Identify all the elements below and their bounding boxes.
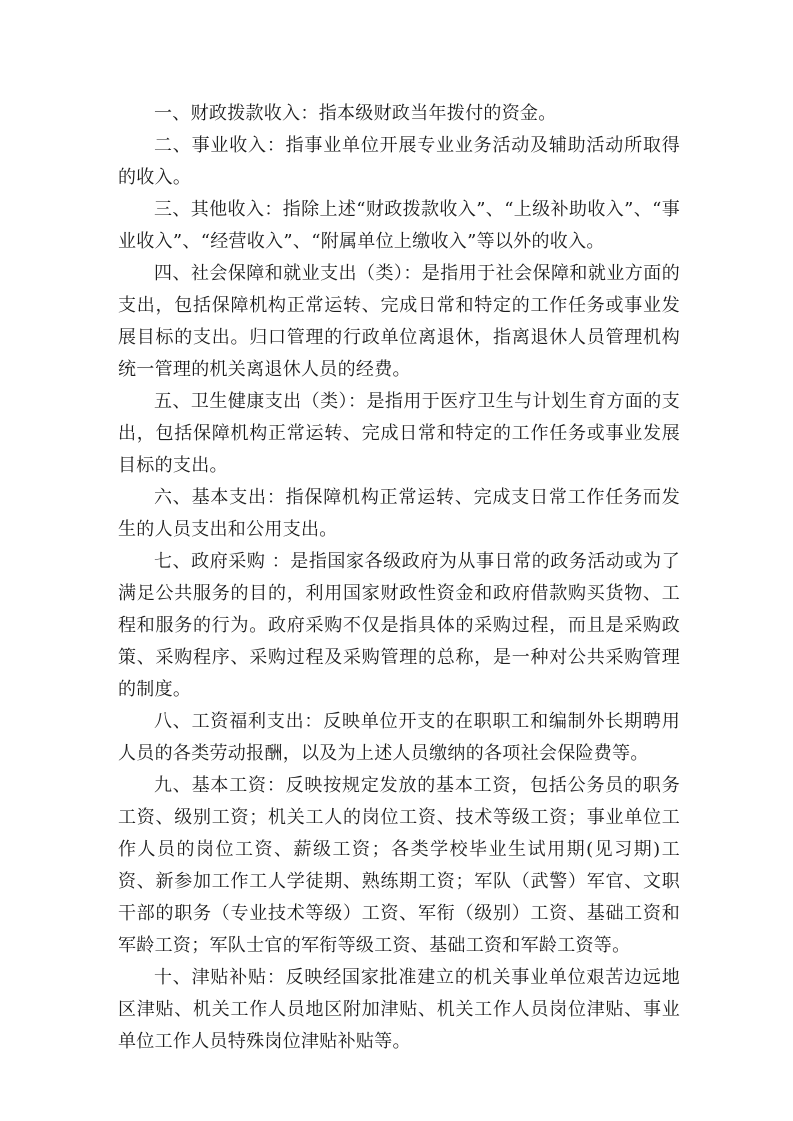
paragraph-4: 四、社会保障和就业支出（类）：是指用于社会保障和就业方面的支出，包括保障机构正常运转、完成日常和特定的工作任务或事业发展目标的支出。归口管理的行政单位离退休，指离退休人员管理机构统一管理的机关离退休人员的经费。 (118, 263, 680, 380)
paragraph-2: 二、事业收入：指事业单位开展专业业务活动及辅助活动所取得的收入。 (118, 135, 680, 188)
document-body (118, 98, 680, 1058)
paragraph-8: 八、工资福利支出：反映单位开支的在职职工和编制外长期聘用人员的各类劳动报酬，以及为上述人员缴纳的各项社会保险费等。 (118, 711, 680, 764)
paragraph-6: 六、基本支出：指保障机构正常运转、完成支日常工作任务而发生的人员支出和公用支出。 (118, 487, 680, 540)
paragraph-5: 五、卫生健康支出（类）：是指用于医疗卫生与计划生育方面的支出，包括保障机构正常运转、完成日常和特定的工作任务或事业发展目标的支出。 (118, 391, 680, 476)
paragraph-3: 三、其他收入：指除上述“财政拨款收入”、“上级补助收入”、“事业收入”、“经营收入”、“附属单位上缴收入”等以外的收入。 (118, 199, 680, 252)
paragraph-10: 十、津贴补贴：反映经国家批准建立的机关事业单位艰苦边远地区津贴、机关工作人员地区附加津贴、机关工作人员岗位津贴、事业单位工作人员特殊岗位津贴补贴等。 (118, 967, 680, 1052)
paragraph-7: 七、政府采购 ：是指国家各级政府为从事日常的政务活动或为了满足公共服务的目的，利用国家财政性资金和政府借款购买货物、工程和服务的行为。政府采购不仅是指具体的采购过程，而且是采购政策、采购程序、采购过程及采购管理的总称，是一种对公共采购管理的制度。 (118, 551, 680, 700)
paragraph-1: 一、财政拨款收入：指本级财政当年拨付的资金。 (154, 103, 557, 124)
paragraph-9: 九、基本工资：反映按规定发放的基本工资，包括公务员的职务工资、级别工资；机关工人的岗位工资、技术等级工资；事业单位工作人员的岗位工资、薪级工资；各类学校毕业生试用期(见习期)工资、新参加工作工人学徒期、熟练期工资；军队（武警）军官、文职干部的职务（专业技术等级）工资、军衔（级别）工资、基础工资和军龄工资；军队士官的军衔等级工资、基础工资和军龄工资等。 (118, 775, 680, 956)
